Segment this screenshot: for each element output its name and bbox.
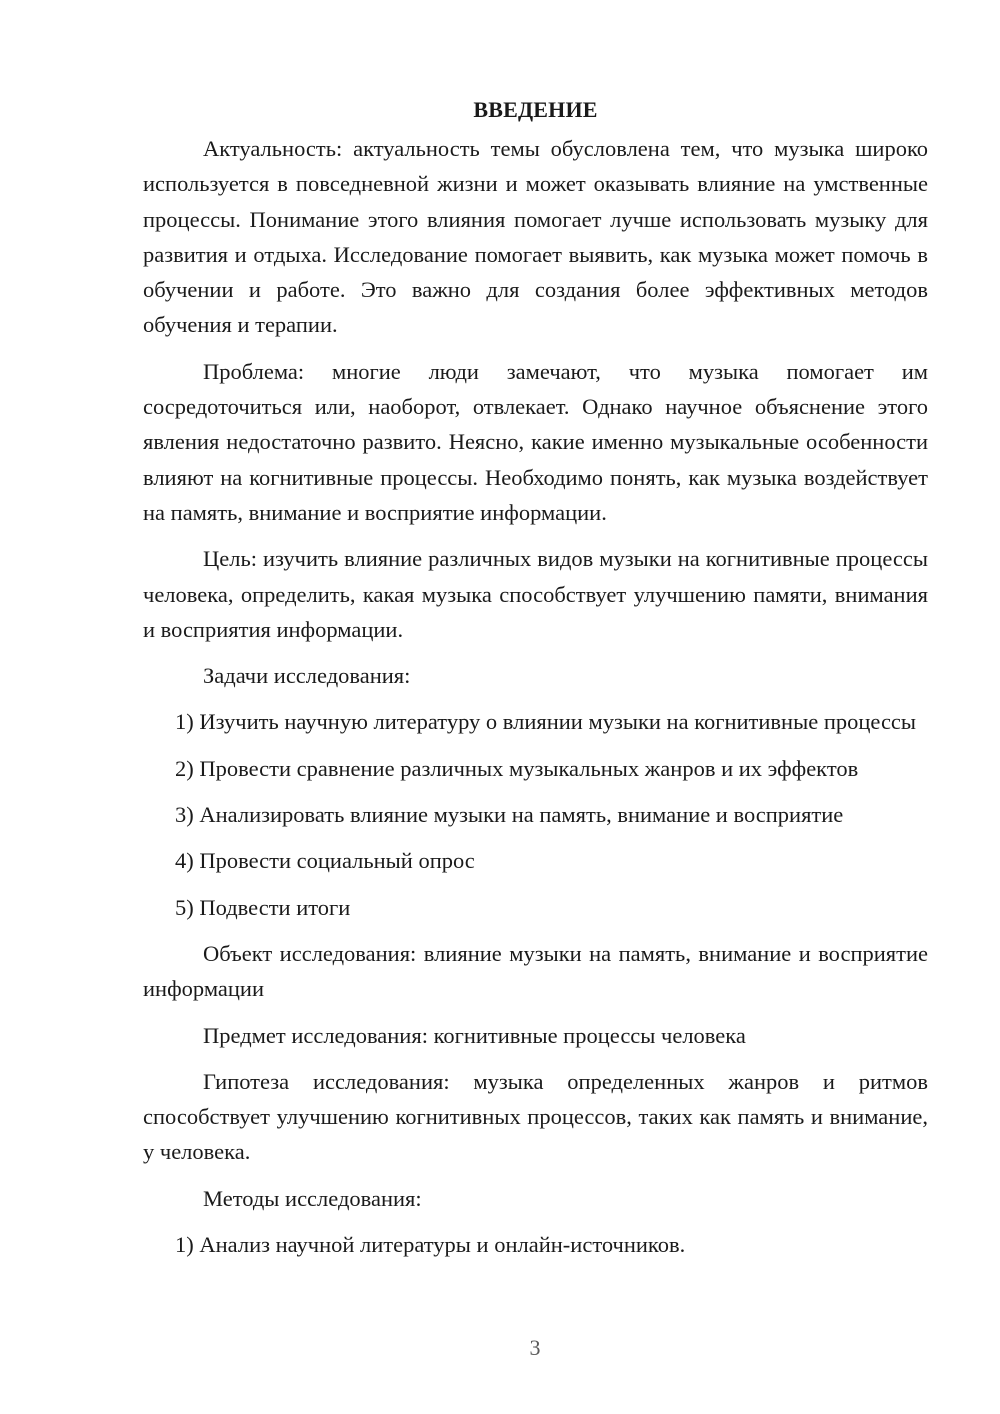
page-number: 3 <box>529 1335 541 1360</box>
task-item: 2) Провести сравнение различных музыкальных жанров и их эффектов <box>175 755 859 781</box>
methods-heading: Методы исследования: <box>203 1185 422 1211</box>
relevance-paragraph: Актуальность: актуальность темы обусловлена тем, что музыка широко используется в повседневной жизни и может оказывать влияние на умственные процессы. Понимание этого влияния помогает лучше использовать музыку для развития и отдыха. Исследование помогает выявить, как музыка может помочь в обучении и работе. Это важно для создания более эффективных методов обучения и терапии. <box>143 136 928 338</box>
problem-paragraph: Проблема: многие люди замечают, что музыка помогает им сосредоточиться или, наоборот, отвлекает. Однако научное объяснение этого явления недостаточно развито. Неясно, какие именно музыкальные особенности влияют на когнитивные процессы. Необходимо понять, как музыка воздействует на память, внимание и восприятие информации. <box>143 358 928 525</box>
subject-paragraph: Предмет исследования: когнитивные процессы человека <box>203 1022 746 1048</box>
tasks-heading: Задачи исследования: <box>203 663 411 689</box>
task-item: 1) Изучить научную литературу о влиянии музыки на когнитивные процессы <box>175 709 917 735</box>
method-item: 1) Анализ научной литературы и онлайн-источников. <box>175 1232 686 1258</box>
task-item: 5) Подвести итоги <box>175 894 351 920</box>
task-item: 4) Провести социальный опрос <box>175 848 475 874</box>
task-item: 3) Анализировать влияние музыки на память, внимание и восприятие <box>175 802 844 828</box>
hypothesis-paragraph: Гипотеза исследования: музыка определенных жанров и ритмов способствует улучшению когнитивных процессов, таких как память и внимание, у человека. <box>143 1068 928 1165</box>
goal-paragraph: Цель: изучить влияние различных видов музыки на когнитивные процессы человека, определить, какая музыка способствует улучшению памяти, внимания и восприятия информации. <box>143 546 928 642</box>
object-paragraph: Объект исследования: влияние музыки на память, внимание и восприятие информации <box>143 940 928 1002</box>
document-title: ВВЕДЕНИЕ <box>473 97 598 122</box>
document-page <box>143 93 928 1273</box>
